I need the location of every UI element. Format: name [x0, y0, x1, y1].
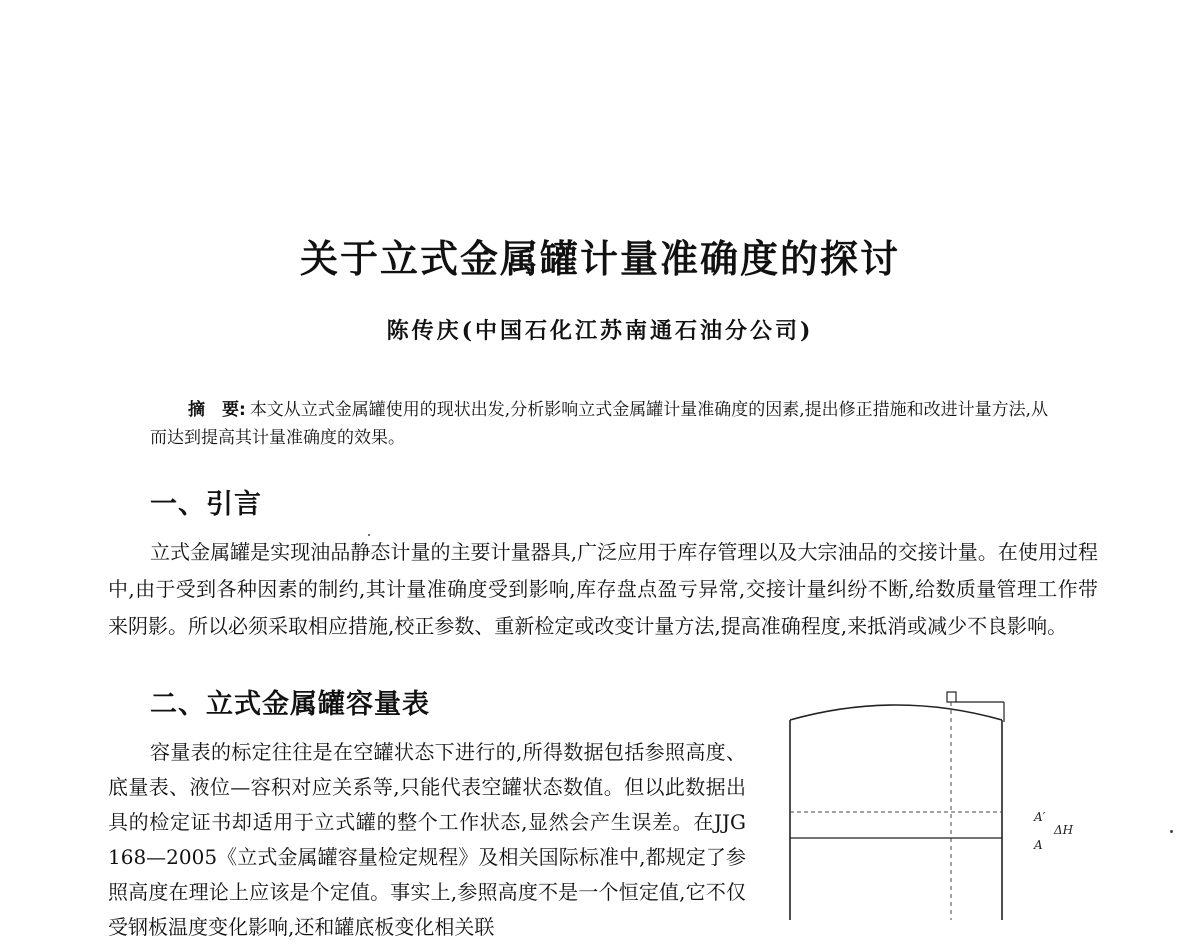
scan-speck — [368, 534, 370, 536]
tank-vent-box — [947, 692, 956, 702]
tank-diagram-figure — [776, 686, 1106, 920]
scan-speck — [1170, 830, 1173, 833]
article-title: 关于立式金属罐计量准确度的探讨 — [299, 237, 900, 281]
label-a: A — [1034, 838, 1043, 852]
tank-roof-arc — [790, 705, 1002, 720]
tank-diagram — [776, 686, 1106, 920]
abstract-label: 摘 要: — [188, 400, 246, 420]
section-heading-capacity-table: 二、立式金属罐容量表 — [150, 689, 430, 720]
abstract-block — [150, 396, 1055, 452]
section-body-introduction: 立式金属罐是实现油品静态计量的主要计量器具,广泛应用于库存管理以及大宗油品的交接计量。在使用过程中,由于受到各种因素的制约,其计量准确度受到影响,库存盘点盈亏异常,交接计量纠纷不断,给数质量管理工作带来阴影。所以必须采取相应措施,校正参数、重新检定或改变计量方法,提高准确程度,来抵消或减少不良影响。 — [108, 540, 1098, 638]
label-a-prime: A′ — [1034, 810, 1046, 824]
section-body-capacity-table: 容量表的标定往往是在空罐状态下进行的,所得数据包括参照高度、底量表、液位—容积对应关系等,只能代表空罐状态数值。但以此数据出具的检定证书却适用于立式罐的整个工作状态,显然会产生误差。在JJG 168—2005《立式金属罐容量检定规程》及相关国际标准中,都规定了参照高度在理论上应该是个定值。事实上,参照高度不是一个恒定值,它不仅受钢板温度变化影响,还和罐底板变化相关联 — [108, 740, 746, 939]
abstract-text: 本文从立式金属罐使用的现状出发,分析影响立式金属罐计量准确度的因素,提出修正措施和改进计量方法,从而达到提高其计量准确度的效果。 — [150, 400, 1049, 448]
author-line: 陈传庆(中国石化江苏南通石油分公司) — [386, 318, 814, 344]
section-heading-introduction: 一、引言 — [150, 489, 262, 520]
label-delta-h: ΔH — [1054, 823, 1074, 837]
